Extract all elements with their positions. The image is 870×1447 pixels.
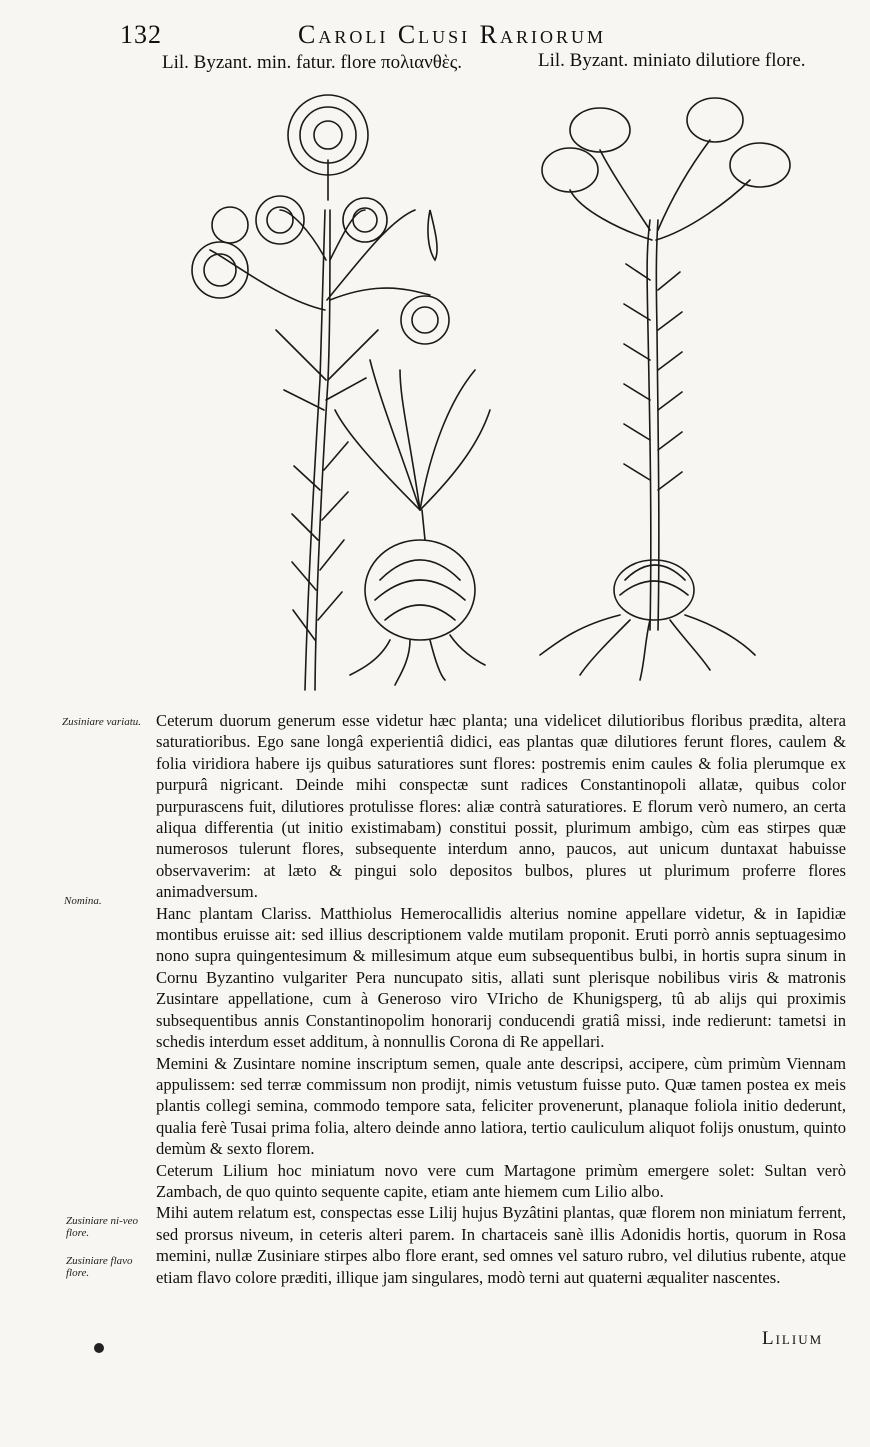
right-lily-plant xyxy=(540,98,790,680)
margin-note-nomina: Nomina. xyxy=(64,895,102,907)
catchword: Lilium xyxy=(762,1328,824,1349)
paragraph-1: Ceterum duorum generum esse videtur hæc planta; una videlicet dilutioribus floribus prædita, altera saturatioribus. Ego sane longâ experientiâ didici, eas plantas quæ dilutiores ferunt flores, caulem & folia viridiora habere ijs quibus saturatiores sunt flores: postremis enim caules & folia plerumque ex purpurâ nigricant. Deinde mihi conspectæ sunt radices Constantinopoli allatæ, quibus color purpurascens fuit, dilutiores protulisse flores: aliæ contrà saturatiores. E florum verò numero, an certa aliqua differentia (ut initio existimabam) constitui possit, plurimum ambigo, cùm eas stirpes quæ numerosos tulerunt flores, subsequente interdum anno, paucos, aut unicum duntaxat habuisse observaverim: at læto & pingui solo depositos bulbos, plures ut plurimum proferre flores animadversum. xyxy=(156,711,846,902)
page-number: 132 xyxy=(120,20,162,49)
lily-woodcut-illustration xyxy=(130,80,810,700)
body-text xyxy=(156,710,846,1288)
left-bulb-plant xyxy=(335,360,490,685)
paragraph-4: Ceterum Lilium hoc miniatum novo vere cum Martagone primùm emergere solet: Sultan verò Zambach, de quo quinto sequente capite, etiam ante hiemem cum Lilio albo. xyxy=(156,1160,846,1201)
margin-note-flavo: Zusiniare flavo flore. xyxy=(66,1255,133,1279)
running-title: Caroli Clusi Rariorum xyxy=(298,20,607,49)
figure-caption-right: Lil. Byzant. miniato dilutiore flore. xyxy=(538,50,806,71)
paragraph-3: Memini & Zusintare nomine inscriptum semen, quale ante descripsi, accipere, cùm primùm Viennam appulissem: sed terræ commissum non prodijt, nimis vetustum fuisse puto. Quæ tamen postea ex meis plantis collegi semina, commodo tempore sata, feliciter provenerunt, planaque foliola initio dederunt, qualia ferè Tusai prima folia, altero deinde anno latiora, tertio cauliculum aliquot folijs onustum, quinto demùm & sexto florem. xyxy=(156,1053,846,1159)
paragraph-5: Mihi autem relatum est, conspectas esse Lilij hujus Byzâtini plantas, quæ florem non miniatum ferrent, sed prorsus niveum, in ceteris alteri parem. In chartaceis sanè illis Adonidis hortis, quorum in Rosa memini, nullæ Zusiniare stirpes albo flore erant, sed omnes vel saturo rubro, vel dilutius rubente, atque etiam flavo colore præditi, illique jam singulares, modò terni aut quaterni æqualiter nascentes. xyxy=(156,1203,846,1287)
paragraph-2: Hanc plantam Clariss. Matthiolus Hemerocallidis alterius nomine appellare videtur, & in Iapidiæ montibus eruisse ait: sed illius descriptionem valde mutilam proponit. Eruti porrò annis septuagesimo nono supra quingentesimum & millesimum atque eum subsequentibus bulbi, in hortis supra sinum in Cornu Byzantino vulgariter Pera nuncupato sitis, allati sunt plerisque nobilibus viris & matronis Zusintare appellatione, cum à Generoso viro VIricho de Khunigsperg, tû ab alijs qui proximis subsequentibus annis Constantinopolim honorarij conducendi gratiâ missi, inde redierunt: tametsi in schedis interdum esset additum, à nonnullis Corona di Re appellari. xyxy=(156,903,846,1052)
margin-note-variatu: Zusiniare variatu. xyxy=(62,716,142,728)
ink-blot xyxy=(94,1343,104,1353)
margin-note-niveo: Zusiniare ni-veo flore. xyxy=(66,1215,138,1239)
figure-caption-left: Lil. Byzant. min. fatur. flore πολιανθὲς. xyxy=(162,52,463,73)
left-lily-plant xyxy=(192,95,449,690)
